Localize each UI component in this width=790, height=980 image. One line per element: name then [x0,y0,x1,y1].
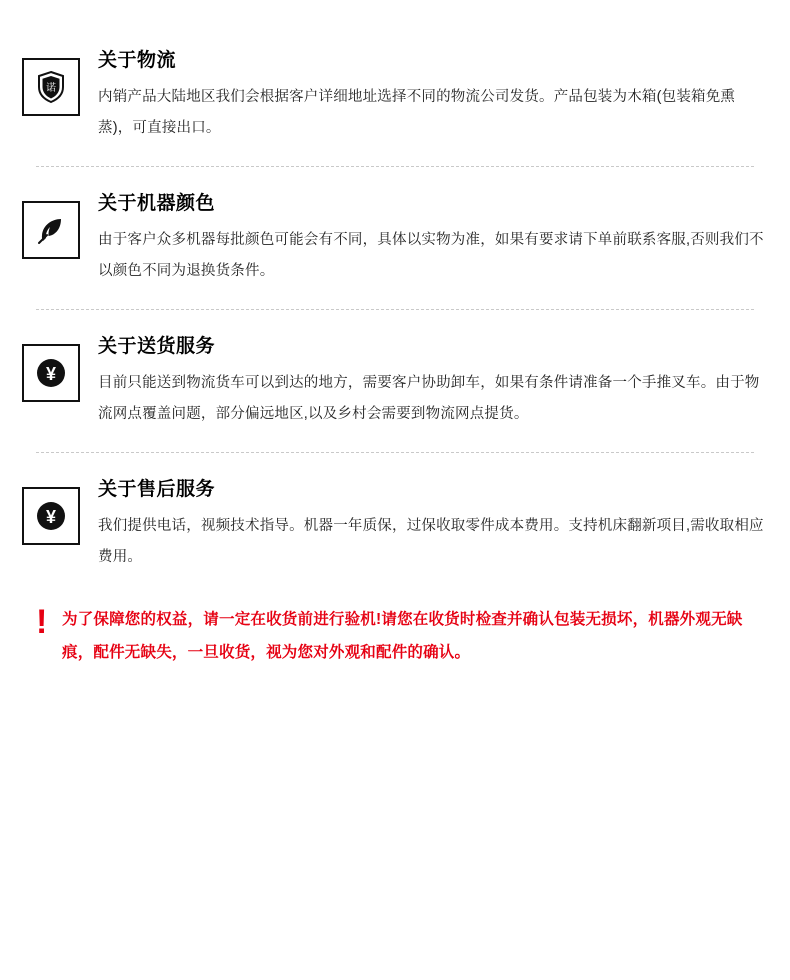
section-title: 关于送货服务 [98,336,216,357]
section-after-sales [22,473,768,573]
svg-text:¥: ¥ [45,364,57,384]
section-title: 关于售后服务 [98,479,216,500]
shield-badge-icon [22,58,80,116]
section-delivery-service [22,330,768,430]
section-title: 关于物流 [98,50,177,71]
section-body [98,473,768,573]
exclamation-icon: ! [36,603,48,641]
section-body [98,44,768,144]
section-divider [36,452,754,453]
section-title: 关于机器颜色 [98,193,216,214]
svg-text:¥: ¥ [45,507,57,527]
feather-pen-icon [22,201,80,259]
section-machine-color [22,187,768,287]
section-text: 内销产品大陆地区我们会根据客户详细地址选择不同的物流公司发货。产品包装为木箱(包装箱免熏蒸)，可直接出口。 [98,89,736,136]
yuan-currency-icon [22,344,80,402]
svg-text:诺: 诺 [46,83,56,94]
yuan-currency-icon [22,487,80,545]
section-divider [36,309,754,310]
inspection-notice [22,603,768,669]
section-logistics [22,44,768,144]
section-body [98,187,768,287]
section-body [98,330,768,430]
section-text: 我们提供电话，视频技术指导。机器一年质保，过保收取零件成本费用。支持机床翻新项目,需收取相应费用。 [98,518,764,565]
section-text: 由于客户众多机器每批颜色可能会有不同，具体以实物为准，如果有要求请下单前联系客服,否则我们不以颜色不同为退换货条件。 [98,232,764,279]
section-divider [36,166,754,167]
section-text: 目前只能送到物流货车可以到达的地方，需要客户协助卸车，如果有条件请准备一个手推叉车。由于物流网点覆盖问题，部分偏远地区,以及乡村会需要到物流网点提货。 [98,375,760,422]
notice-text: 为了保障您的权益，请一定在收货前进行验机!请您在收货时检查并确认包装无损坏，机器外观无缺痕，配件无缺失，一旦收货，视为您对外观和配件的确认。 [62,611,743,661]
